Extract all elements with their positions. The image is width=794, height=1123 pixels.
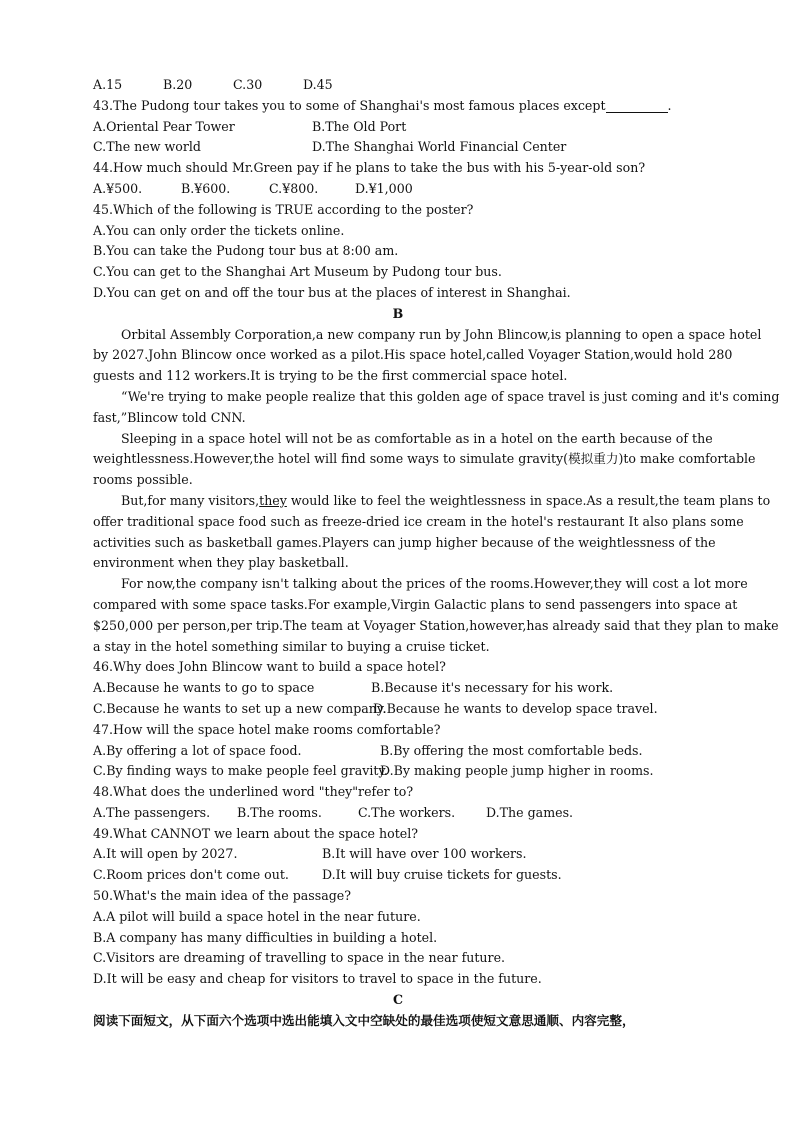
q44-option-c: C.¥800. (269, 180, 319, 196)
q43-option-d: D.The Shanghai World Financial Center (312, 139, 567, 155)
q43-option-c: C.The new world (93, 139, 201, 155)
q45-option-b: B.You can take the Pudong tour bus at 8:00 am. (93, 243, 399, 259)
passage-line: a stay in the hotel something similar to buying a cruise ticket. (93, 638, 490, 654)
q46-option-d: D.Because he wants to develop space travel. (373, 700, 658, 716)
q48-option-a: A.The passengers. (93, 804, 211, 820)
q42-option-c: C.30 (233, 77, 263, 92)
q48-option-c: C.The workers. (358, 804, 456, 820)
section-c-instruction: 阅读下面短文，从下面六个选项中选出能填入文中空缺处的最佳选项使短文意思通顺、内容完整， (93, 1012, 635, 1028)
q49-option-b: B.It will have over 100 workers. (322, 846, 527, 862)
q47-option-d: D.By making people jump higher in rooms. (380, 763, 654, 779)
q50-option-c: C.Visitors are dreaming of travelling to space in the near future. (93, 950, 506, 966)
passage-line: weightlessness.However,the hotel will find some ways to simulate gravity(模拟重力)to make comfortable (93, 451, 756, 467)
q47-options-row2 (93, 761, 703, 782)
q42-option-b: B.20 (163, 77, 193, 92)
q46-option-c: C.Because he wants to set up a new company. (93, 700, 387, 716)
q45-option-a: A.You can only order the tickets online. (93, 222, 345, 238)
passage-line: But,for many visitors,they would like to feel the weightlessness in space.As a result,the team plans to (121, 492, 771, 508)
q47-option-c: C.By finding ways to make people feel gravity. (93, 763, 388, 779)
q50-option-a: A.A pilot will build a space hotel in the near future. (93, 908, 421, 924)
passage-line: Sleeping in a space hotel will not be as comfortable as in a hotel on the earth because of the (121, 430, 713, 446)
passage-line: activities such as basketball games.Players can jump higher because of the weightlessness of the (93, 534, 716, 550)
passage-line: compared with some space tasks.For example,Virgin Galactic plans to send passengers into space at (93, 596, 738, 612)
q46-option-b: B.Because it's necessary for his work. (371, 680, 614, 696)
section-c-heading: C (392, 992, 404, 1008)
q49-question: 49.What CANNOT we learn about the space hotel? (93, 825, 418, 841)
q50-question: 50.What's the main idea of the passage? (93, 888, 351, 904)
section-b-heading: B (392, 305, 404, 321)
q49-option-a: A.It will open by 2027. (93, 846, 238, 862)
q43-options-row2 (93, 137, 703, 158)
q43-option-b: B.The Old Port (312, 118, 407, 134)
q44-question: 44.How much should Mr.Green pay if he plans to take the bus with his 5-year-old son? (93, 160, 646, 176)
q48-option-b: B.The rooms. (237, 804, 322, 820)
q47-question: 47.How will the space hotel make rooms comfortable? (93, 721, 441, 737)
q44-option-b: B.¥600. (181, 180, 231, 196)
underlined-word-they: they (259, 492, 287, 508)
q44-option-d: D.¥1,000 (355, 180, 413, 196)
passage-line: For now,the company isn't talking about the prices of the rooms.However,they will cost a lot more (121, 576, 748, 592)
passage-line: environment when they play basketball. (93, 555, 349, 571)
passage-line: guests and 112 workers.It is trying to be the first commercial space hotel. (93, 368, 568, 384)
q42-option-a: A.15 (93, 77, 123, 92)
q46-option-a: A.Because he wants to go to space (93, 680, 315, 696)
q42-option-d: D.45 (303, 77, 333, 92)
passage-line: fast,”Blincow told CNN. (93, 409, 246, 425)
q49-options-row1 (93, 844, 703, 865)
exam-page (93, 75, 780, 1032)
q43-question: 43.The Pudong tour takes you to some of Shanghai's most famous places except . (93, 97, 672, 113)
q50-option-d: D.It will be easy and cheap for visitors to travel to space in the future. (93, 971, 542, 987)
q48-question: 48.What does the underlined word "they"refer to? (93, 784, 414, 800)
passage-line: rooms possible. (93, 472, 193, 488)
q47-options-row1 (93, 741, 703, 762)
q47-option-a: A.By offering a lot of space food. (93, 742, 302, 758)
q48-options (93, 803, 703, 824)
passage-line: offer traditional space food such as freeze-dried ice cream in the hotel's restaurant It also plans some (93, 513, 744, 529)
q43-options-row1 (93, 117, 703, 138)
q46-options-row2 (93, 699, 703, 720)
q45-option-d: D.You can get on and off the tour bus at the places of interest in Shanghai. (93, 284, 571, 300)
q47-option-b: B.By offering the most comfortable beds. (380, 742, 643, 758)
q50-option-b: B.A company has many difficulties in building a hotel. (93, 929, 438, 945)
q43-option-a: A.Oriental Pear Tower (93, 118, 235, 134)
passage-line: $250,000 per person,per trip.The team at Voyager Station,however,has already said that they plan to make (93, 617, 779, 633)
q45-question: 45.Which of the following is TRUE according to the poster? (93, 201, 474, 217)
q44-option-a: A.¥500. (93, 180, 143, 196)
q46-options-row1 (93, 678, 703, 699)
answer-blank (606, 99, 668, 113)
passage-line: Orbital Assembly Corporation,a new company run by John Blincow,is planning to open a space hotel (121, 326, 762, 342)
q42-options (93, 75, 703, 96)
q45-option-c: C.You can get to the Shanghai Art Museum by Pudong tour bus. (93, 264, 502, 280)
q49-options-row2 (93, 865, 703, 886)
q49-option-d: D.It will buy cruise tickets for guests. (322, 867, 562, 883)
q44-options (93, 179, 703, 200)
q48-option-d: D.The games. (486, 804, 574, 820)
passage-line: by 2027.John Blincow once worked as a pilot.His space hotel,called Voyager Station,would hold 280 (93, 347, 733, 363)
q46-question: 46.Why does John Blincow want to build a space hotel? (93, 659, 446, 675)
passage-line: “We're trying to make people realize that this golden age of space travel is just coming and it's coming (121, 388, 780, 404)
q49-option-c: C.Room prices don't come out. (93, 867, 289, 883)
